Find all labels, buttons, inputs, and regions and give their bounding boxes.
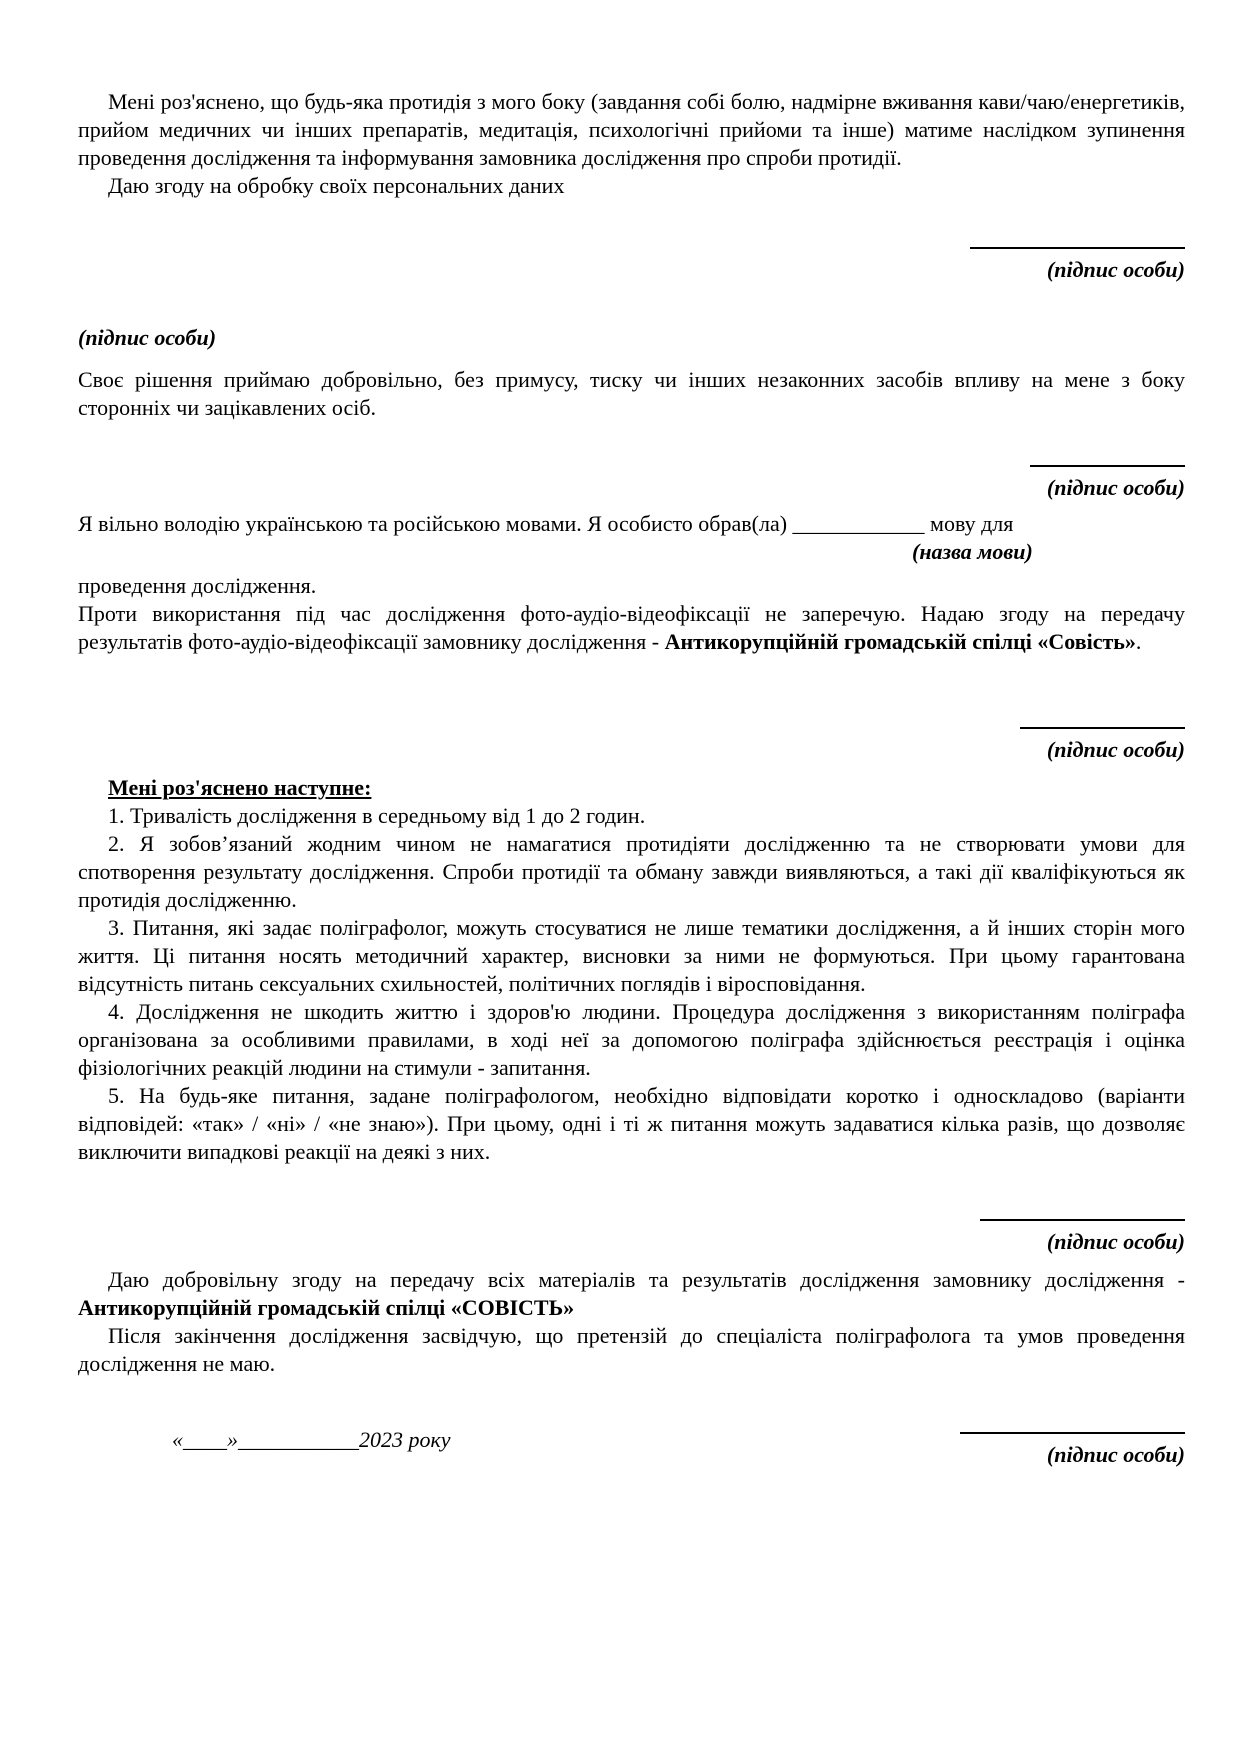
materials-consent-text: Даю добровільну згоду на передачу всіх матеріалів та результатів дослідження замовнику дослідження - <box>108 1267 1185 1292</box>
explained-item-3: 3. Питання, які задає поліграфолог, можуть стосуватися не лише тематики дослідження, а й інших сторін мого життя. Ці питання носять методичний характер, висновки за ними не формуються. При цьому гарантована відсутність питань сексуальних схильностей, політичних поглядів і віросповідання. <box>78 915 1185 996</box>
paragraph-video-consent <box>78 600 1185 656</box>
signature-label: (підпис особи) <box>1046 737 1185 762</box>
explained-item-2: 2. Я зобов’язаний жодним чином не намагатися протидіяти дослідженню та не створювати умови для спотворення результату дослідження. Спроби протидії та обману завжди виявляються, а такі дії кваліфікуються як протидія дослідженню. <box>78 831 1185 912</box>
signature-block-3 <box>78 708 1185 764</box>
signature-label: (підпис особи) <box>1046 1229 1185 1254</box>
language-name-label: (назва мови) <box>912 539 1033 564</box>
signature-line[interactable] <box>1030 465 1185 467</box>
paragraph-voluntary-decision: Своє рішення приймаю добровільно, без примусу, тиску чи інших незаконних засобів впливу на мене з боку сторонніх чи зацікавлених осіб. <box>78 367 1185 420</box>
signature-label: (підпис особи) <box>1046 475 1185 500</box>
paragraph-counteraction-warning: Мені роз'яснено, що будь-яка протидія з мого боку (завдання собі болю, надмірне вживання кави/чаю/енергетиків, прийом медичних чи інших препаратів, медитація, психологічні прийоми та інше) матиме наслідком зупинення проведення дослідження та інформування замовника дослідження про спроби протидії. <box>78 89 1185 170</box>
signature-block-4 <box>78 1200 1185 1256</box>
signature-line[interactable] <box>960 1432 1185 1434</box>
date-signature-row <box>78 1412 1185 1469</box>
signature-label-left: (підпис особи) <box>78 325 217 350</box>
signature-block-5 <box>960 1412 1185 1469</box>
signature-line[interactable] <box>970 247 1185 249</box>
signature-label: (підпис особи) <box>1046 1442 1185 1467</box>
signature-line[interactable] <box>980 1219 1185 1221</box>
explained-item-5: 5. На будь-яке питання, задане поліграфологом, необхідно відповідати коротко і односкладово (варіанти відповідей: «так» / «ні» / «не знаю»). При цьому, одні і ті ж питання можуть задаватися кілька разів, що дозволяє виключити випадкові реакції на деякі з них. <box>78 1083 1185 1164</box>
date-field[interactable]: «____»___________2023 року <box>172 1427 451 1452</box>
explained-item-4: 4. Дослідження не шкодить життю і здоров'ю людини. Процедура дослідження з використанням поліграфа організована за особливими правилами, в ході неї за допомогою поліграфа здійснюється реєстрація і оцінка фізіологічних реакцій людини на стимули - запитання. <box>78 999 1185 1080</box>
video-consent-text: Проти використання під час дослідження фото-аудіо-відеофіксації не заперечую. Надаю згоду на передачу результатів фото-аудіо-відеофіксації замовнику дослідження - <box>78 601 1185 654</box>
paragraph-language-choice[interactable]: Я вільно володію українською та російською мовами. Я особисто обрав(ла) ____________ мову для <box>78 511 1014 536</box>
signature-block-2 <box>78 446 1185 502</box>
signature-block-1 <box>78 228 1185 284</box>
video-consent-period: . <box>1135 629 1142 654</box>
video-consent-organization: Антикорупційній громадській спілці «Совість» <box>664 629 1136 654</box>
explained-item-1: 1. Тривалість дослідження в середньому від 1 до 2 годин. <box>108 803 646 828</box>
paragraph-materials-consent <box>78 1266 1185 1322</box>
explained-heading: Мені роз'яснено наступне: <box>108 775 372 800</box>
signature-label: (підпис особи) <box>1046 257 1185 282</box>
materials-consent-organization: Антикорупційній громадській спілці «СОВІСТЬ» <box>78 1295 575 1320</box>
signature-line[interactable] <box>1020 727 1185 729</box>
paragraph-no-claims: Після закінчення дослідження засвідчую, що претензій до спеціаліста поліграфолога та умов проведення дослідження не маю. <box>78 1323 1185 1376</box>
paragraph-language-choice-continued: проведення дослідження. <box>78 573 317 598</box>
paragraph-personal-data-consent: Даю згоду на обробку своїх персональних даних <box>108 173 565 198</box>
